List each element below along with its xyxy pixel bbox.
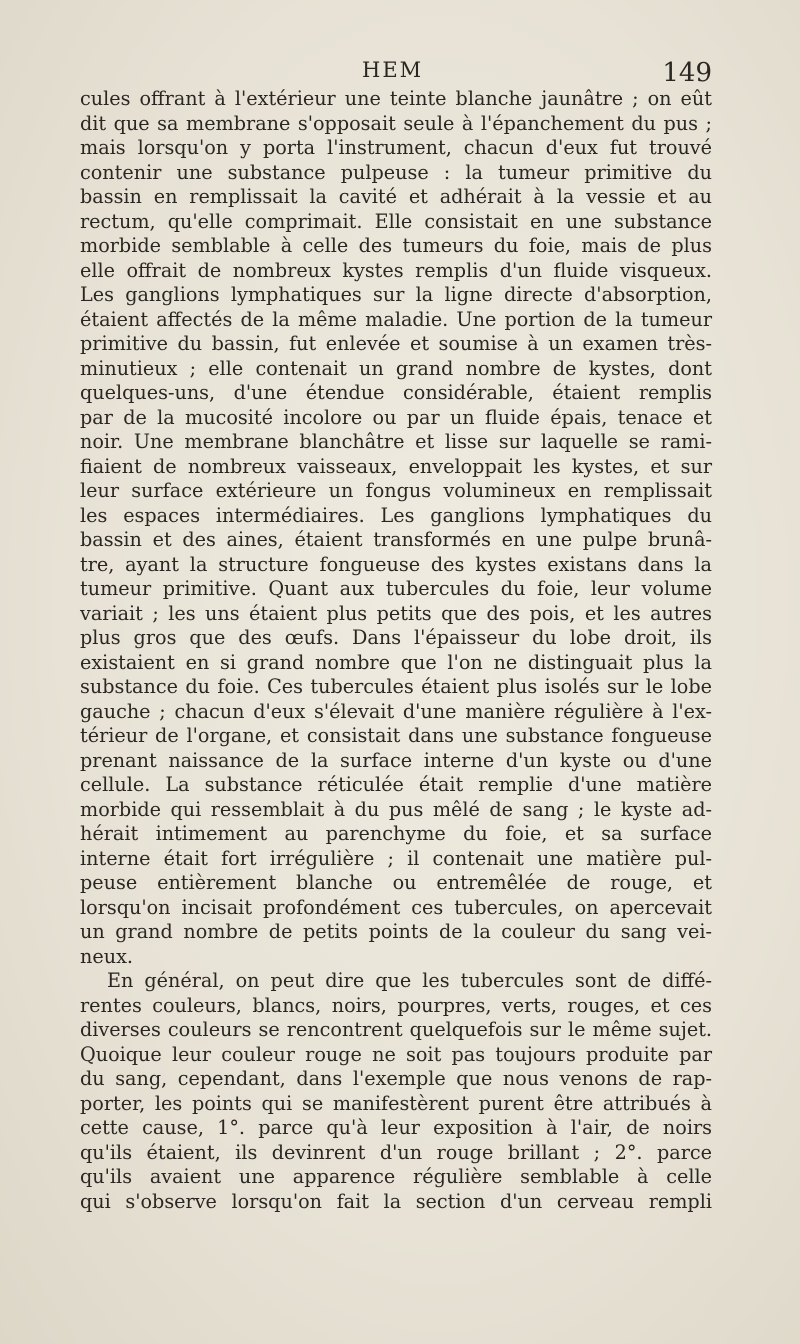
text-line: un grand nombre de petits points de la couleur du sang vei- — [80, 920, 712, 943]
text-line: porter, les points qui se manifestèrent purent être attribués à — [80, 1091, 712, 1115]
text-line: quelques-uns, d'une étendue considérable, étaient remplis — [80, 381, 712, 404]
text-line: substance du foie. Ces tubercules étaient plus isolés sur le lobe — [80, 675, 712, 698]
text-line: qui s'observe lorsqu'on fait la section d'un cerveau rempli — [80, 1189, 712, 1213]
text-line: tre, ayant la structure fongueuse des kystes existans dans la — [80, 552, 712, 576]
text-line: peuse entièrement blanche ou entremêlée de rouge, et — [80, 871, 712, 894]
text-line: qu'ils étaient, ils devinrent d'un rouge brillant ; 2°. parce — [80, 1140, 712, 1164]
text-line: neux. — [80, 944, 133, 968]
text-line: bassin en remplissait la cavité et adhérait à la vessie et au — [80, 185, 712, 208]
running-head — [82, 58, 712, 88]
text-line: rentes couleurs, blancs, noirs, pourpres, verts, rouges, et ces — [80, 993, 712, 1017]
text-line: tumeur primitive. Quant aux tubercules du foie, leur volume — [80, 577, 712, 600]
text-line: morbide qui ressemblait à du pus mêlé de sang ; le kyste ad- — [80, 797, 712, 821]
text-line: cette cause, 1°. parce qu'à leur exposition à l'air, de noirs — [80, 1116, 712, 1139]
text-line: variait ; les uns étaient plus petits que des pois, et les autres — [80, 601, 712, 625]
text-line: minutieux ; elle contenait un grand nombre de kystes, dont — [80, 356, 712, 380]
running-head-title: HEM — [362, 58, 424, 82]
text-line: cules offrant à l'extérieur une teinte blanche jaunâtre ; on eût — [80, 87, 712, 110]
text-line: étaient affectés de la même maladie. Une portion de la tumeur — [80, 307, 712, 331]
text-line: existaient en si grand nombre que l'on ne distinguait plus la — [80, 650, 712, 674]
text-line: térieur de l'organe, et consistait dans une substance fongueuse — [80, 724, 712, 747]
text-line: elle offrait de nombreux kystes remplis d'un fluide visqueux. — [80, 258, 712, 282]
text-line: morbide semblable à celle des tumeurs du foie, mais de plus — [80, 234, 712, 257]
text-line: par de la mucosité incolore ou par un fluide épais, tenace et — [80, 405, 712, 429]
body-text — [80, 87, 712, 1214]
text-line: plus gros que des œufs. Dans l'épaisseur du lobe droit, ils — [80, 626, 712, 649]
text-line: qu'ils avaient une apparence régulière semblable à celle — [80, 1165, 712, 1188]
text-line: contenir une substance pulpeuse : la tumeur primitive du — [80, 160, 712, 184]
page-number: 149 — [662, 58, 712, 88]
text-line: bassin et des aines, étaient transformés en une pulpe brunâ- — [80, 528, 712, 551]
text-line: dit que sa membrane s'opposait seule à l'épanchement du pus ; — [80, 111, 712, 135]
text-line: lorsqu'on incisait profondément ces tubercules, on apercevait — [80, 895, 712, 919]
text-line: Quoique leur couleur rouge ne soit pas toujours produite par — [80, 1042, 712, 1066]
text-line: primitive du bassin, fut enlevée et soumise à un examen très- — [80, 332, 712, 355]
text-line: du sang, cependant, dans l'exemple que nous venons de rap- — [80, 1067, 712, 1090]
text-line: prenant naissance de la surface interne d'un kyste ou d'une — [80, 748, 712, 772]
text-line: leur surface extérieure un fongus volumineux en remplissait — [80, 479, 712, 502]
text-line: les espaces intermédiaires. Les ganglions lymphatiques du — [80, 503, 712, 527]
text-line: cellule. La substance réticulée était remplie d'une matière — [80, 773, 712, 796]
text-line: diverses couleurs se rencontrent quelquefois sur le même sujet. — [80, 1018, 712, 1041]
text-line: Les ganglions lymphatiques sur la ligne directe d'absorption, — [80, 283, 712, 306]
text-line: rectum, qu'elle comprimait. Elle consistait en une substance — [80, 209, 712, 233]
text-line: gauche ; chacun d'eux s'élevait d'une manière régulière à l'ex- — [80, 699, 712, 723]
text-line: interne était fort irrégulière ; il contenait une matière pul- — [80, 846, 712, 870]
text-line: En général, on peut dire que les tubercules sont de diffé- — [107, 969, 712, 992]
text-line: fiaient de nombreux vaisseaux, enveloppait les kystes, et sur — [80, 454, 712, 478]
text-line: mais lorsqu'on y porta l'instrument, chacun d'eux fut trouvé — [80, 136, 712, 159]
text-line: noir. Une membrane blanchâtre et lisse sur laquelle se rami- — [80, 430, 712, 453]
text-line: hérait intimement au parenchyme du foie, et sa surface — [80, 822, 712, 845]
